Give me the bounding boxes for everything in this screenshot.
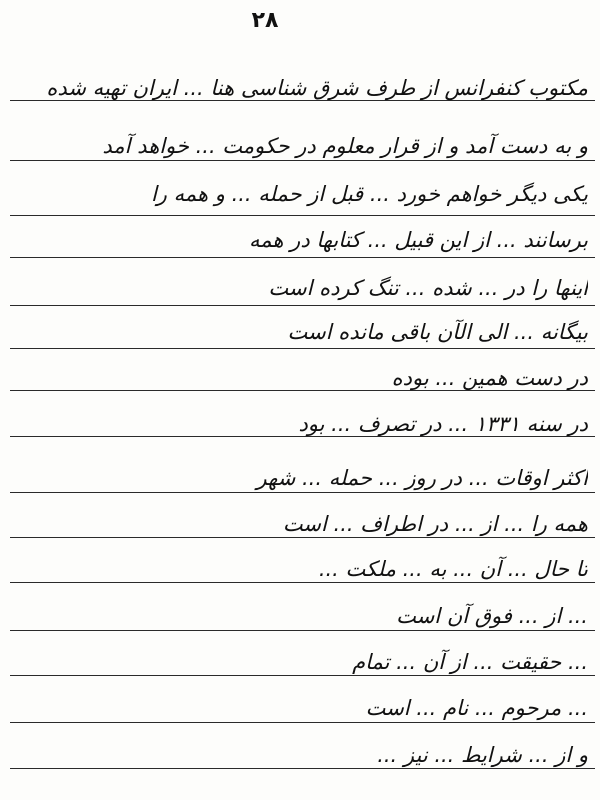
ruled-line bbox=[10, 348, 595, 349]
handwritten-line: برسانند ... از این قبیل ... کتابها در همه bbox=[249, 228, 588, 252]
handwritten-line: همه را ... از ... در اطراف ... است bbox=[282, 512, 588, 536]
handwritten-line: اینها را در ... شده ... تنگ کرده است bbox=[268, 276, 588, 300]
handwritten-line: و از ... شرایط ... نیز ... bbox=[377, 743, 588, 767]
ruled-line bbox=[10, 492, 595, 493]
handwritten-line: ... مرحوم ... نام ... است bbox=[365, 696, 588, 720]
ruled-line bbox=[10, 722, 595, 723]
handwritten-line: مکتوب کنفرانس از طرف شرق شناسی هنا ... ایران تهیه شده bbox=[46, 76, 588, 100]
handwritten-line: در دست همین ... بوده bbox=[391, 366, 588, 390]
handwritten-line: ... حقیقت ... از آن ... تمام bbox=[352, 650, 588, 674]
handwritten-line: در سنه ۱۳۳۱ ... در تصرف ... بود bbox=[298, 412, 588, 436]
handwritten-line: بیگانه ... الی الآن باقی مانده است bbox=[287, 320, 588, 344]
page-number: ۲۸ bbox=[251, 8, 279, 33]
ruled-line bbox=[10, 257, 595, 258]
ruled-line bbox=[10, 160, 595, 161]
handwritten-line: ... از ... فوق آن است bbox=[396, 604, 588, 628]
handwritten-line: اکثر اوقات ... در روز ... حمله ... شهر bbox=[256, 466, 588, 490]
handwritten-line: یکی دیگر خواهم خورد ... قبل از حمله ... و همه را bbox=[150, 182, 588, 206]
ruled-line bbox=[10, 305, 595, 306]
handwritten-line: و به دست آمد و از قرار معلوم در حکومت ... خواهد آمد bbox=[102, 134, 588, 158]
ruled-line bbox=[10, 630, 595, 631]
ruled-line bbox=[10, 215, 595, 216]
handwritten-line: تا حال ... آن ... به ... ملکت ... bbox=[318, 557, 588, 581]
